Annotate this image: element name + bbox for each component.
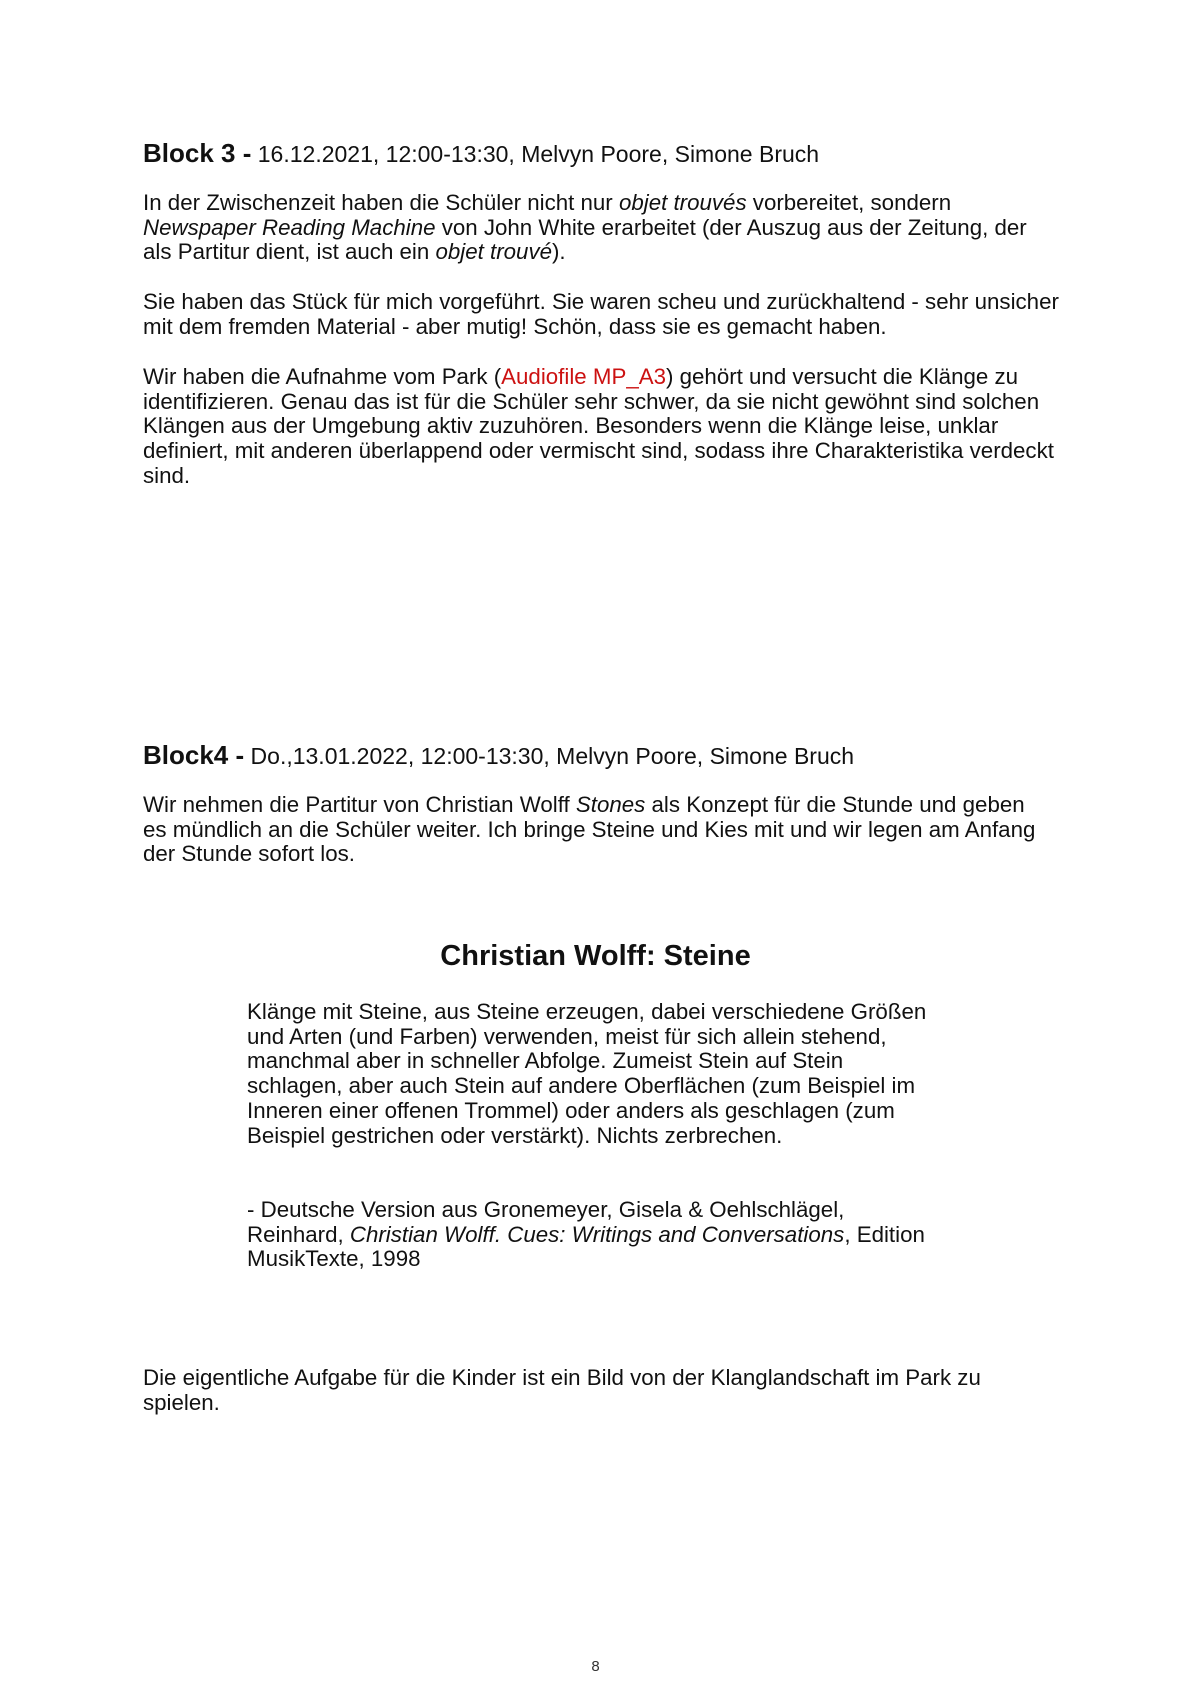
text-run: von John White erarbeitet (der Auszug aus der Zeitung, der als Partitur dient, ist auch ein (143, 214, 1027, 265)
block3-paragraph-3 (143, 365, 1068, 489)
block3-paragraph-2: Sie haben das Stück für mich vorgeführt. Sie waren scheu und zurückhaltend - sehr unsicher mit dem fremden Material - aber mutig! Schön, dass sie es gemacht haben. (143, 289, 1059, 339)
page-number: 8 (591, 1658, 600, 1675)
italic-run: Stones (575, 792, 646, 817)
text-run: Wir haben die Aufnahme vom Park ( (143, 364, 502, 389)
piece-source (247, 1198, 937, 1272)
text-run: , Edition MusikTexte, 1998 (247, 1221, 925, 1272)
block3-label: Block 3 - (143, 138, 252, 168)
text-run: ). (552, 239, 566, 265)
italic-run: objet trouvés (618, 190, 747, 215)
block3-heading (143, 138, 819, 169)
text-run: ) gehört und versucht die Klänge zu identifizieren. Genau das ist für die Schüler sehr schwer, da sie nicht gewöhnt sind solchen Klängen aus der Umgebung aktiv zuzuhören. Besonders wenn die Klänge leise, unklar definiert, mit anderen überlappend oder vermischt sind, sodass ihre Charakteristika verdeckt sind. (143, 364, 1054, 488)
block4-heading (143, 740, 854, 771)
italic-run: objet trouvé (435, 239, 552, 265)
text-run: als Konzept für die Stunde und geben es mündlich an die Schüler weiter. Ich bringe Steine und Kies mit und wir legen am Anfang der Stunde sofort los. (143, 792, 1036, 867)
block4-label: Block4 - (143, 740, 245, 770)
italic-run: Newspaper Reading Machine (143, 214, 436, 240)
block3-paragraph-1 (143, 191, 1043, 265)
block4-meta: Do.,13.01.2022, 12:00-13:30, Melvyn Poore, Simone Bruch (244, 743, 855, 769)
text-run: - Deutsche Version aus Gronemeyer, Gisela & Oehlschlägel, Reinhard, (247, 1197, 845, 1247)
italic-run: Christian Wolff. Cues: Writings and Conversations (349, 1221, 845, 1247)
piece-title: Christian Wolff: Steine (440, 940, 751, 972)
piece-description: Klänge mit Steine, aus Steine erzeugen, dabei verschiedene Größen und Arten (und Farben) verwenden, meist für sich allein stehend, manchmal aber in schneller Abfolge. Zumeist Stein auf Stein schlagen, aber auch Stein auf andere Oberflächen (zum Beispiel im Inneren einer offenen Trommel) oder anders als geschlagen (zum Beispiel gestrichen oder verstärkt). Nichts zerbrechen. (247, 999, 927, 1148)
text-run: vorbereitet, sondern (746, 190, 952, 215)
text-run: Wir nehmen die Partitur von Christian Wolff (143, 792, 576, 817)
text-run: In der Zwischenzeit haben die Schüler nicht nur (143, 190, 619, 215)
block4-paragraph-1 (143, 793, 1043, 867)
closing-paragraph: Die eigentliche Aufgabe für die Kinder ist ein Bild von der Klanglandschaft im Park zu spielen. (143, 1365, 981, 1415)
audiofile-link[interactable]: Audiofile MP_A3 (501, 364, 666, 389)
block3-meta: 16.12.2021, 12:00-13:30, Melvyn Poore, Simone Bruch (251, 141, 820, 167)
